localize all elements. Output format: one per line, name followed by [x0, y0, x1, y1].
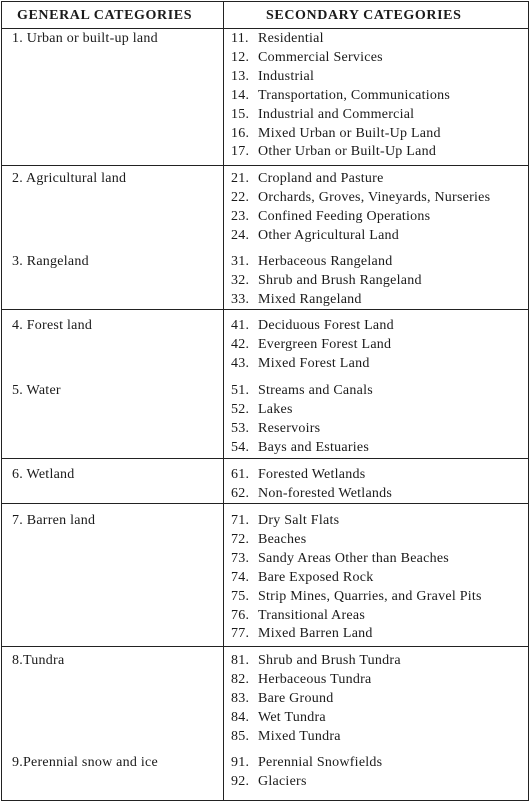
column-divider — [223, 2, 224, 800]
secondary-category-item — [231, 608, 365, 624]
category-label: Industrial and Commercial — [258, 106, 415, 122]
category-code: 72. — [231, 531, 250, 547]
category-label: Industrial — [258, 68, 315, 84]
group-separator — [2, 165, 528, 166]
general-category: 1. Urban or built-up land — [12, 31, 158, 46]
secondary-category-item — [231, 228, 399, 244]
secondary-category-item — [231, 337, 391, 353]
category-code: 15. — [231, 106, 250, 122]
secondary-category-item — [231, 691, 333, 707]
category-label: Strip Mines, Quarries, and Gravel Pits — [258, 588, 482, 604]
category-code: 12. — [231, 49, 250, 65]
secondary-category-item — [231, 171, 384, 187]
secondary-category-item — [231, 551, 449, 567]
category-label: Forested Wetlands — [258, 467, 366, 482]
secondary-category-item — [231, 532, 306, 548]
category-label: Transitional Areas — [258, 607, 366, 623]
category-label: Lakes — [258, 401, 293, 417]
general-category: 8.Tundra — [12, 653, 65, 668]
group-separator — [2, 309, 528, 310]
general-category: 2. Agricultural land — [12, 171, 127, 186]
secondary-category-item — [231, 513, 339, 529]
secondary-category-item — [231, 440, 369, 456]
category-label: Other Agricultural Land — [258, 227, 400, 243]
category-label: Mixed Rangeland — [258, 291, 362, 307]
category-label: Other Urban or Built-Up Land — [258, 144, 437, 160]
header-secondary-categories: SECONDARY CATEGORIES — [266, 8, 462, 23]
secondary-category-item — [231, 273, 422, 289]
secondary-category-item — [231, 88, 450, 104]
secondary-category-item — [231, 626, 373, 642]
category-label: Shrub and Brush Rangeland — [258, 272, 422, 288]
category-code: 77. — [231, 626, 250, 642]
secondary-category-item — [231, 486, 392, 502]
category-code: 11. — [231, 31, 249, 46]
category-code: 62. — [231, 485, 250, 501]
secondary-category-item — [231, 209, 430, 225]
category-label: Streams and Canals — [258, 383, 373, 398]
secondary-category-item — [231, 144, 436, 160]
category-label: Non-forested Wetlands — [258, 485, 393, 501]
secondary-category-item — [231, 50, 383, 66]
category-label: Mixed Urban or Built-Up Land — [258, 125, 441, 141]
category-code: 92. — [231, 773, 250, 789]
general-category: 5. Water — [12, 383, 61, 398]
secondary-category-item — [231, 570, 373, 586]
general-category: 9.Perennial snow and ice — [12, 755, 158, 770]
header-general-categories: GENERAL CATEGORIES — [17, 8, 193, 23]
general-category: 6. Wetland — [12, 467, 75, 482]
category-label: Bare Exposed Rock — [258, 569, 374, 585]
category-label: Mixed Barren Land — [258, 626, 373, 642]
secondary-category-item — [231, 729, 341, 745]
secondary-category-item — [231, 190, 490, 206]
category-label: Transportation, Communications — [258, 87, 451, 103]
category-label: Confined Feeding Operations — [258, 208, 431, 224]
category-code: 33. — [231, 291, 250, 307]
category-code: 85. — [231, 728, 250, 744]
category-table — [1, 1, 529, 801]
category-code: 81. — [231, 653, 250, 668]
secondary-category-item — [231, 292, 362, 308]
category-code: 76. — [231, 607, 250, 623]
category-label: Evergreen Forest Land — [258, 336, 392, 352]
category-code: 31. — [231, 254, 250, 269]
category-code: 83. — [231, 690, 250, 706]
category-code: 53. — [231, 420, 250, 436]
category-label: Herbaceous Tundra — [258, 671, 372, 687]
secondary-category-item — [231, 318, 394, 334]
category-label: Dry Salt Flats — [258, 513, 340, 528]
category-code: 13. — [231, 68, 250, 84]
category-label: Reservoirs — [258, 420, 321, 436]
category-label: Bare Ground — [258, 690, 334, 706]
secondary-category-item — [231, 672, 372, 688]
secondary-category-item — [231, 774, 307, 790]
category-code: 16. — [231, 125, 250, 141]
category-code: 14. — [231, 87, 250, 103]
secondary-category-item — [231, 107, 414, 123]
category-code: 43. — [231, 355, 250, 371]
category-code: 84. — [231, 709, 250, 725]
secondary-category-item — [231, 126, 441, 142]
category-label: Sandy Areas Other than Beaches — [258, 550, 449, 566]
category-code: 24. — [231, 227, 250, 243]
category-code: 54. — [231, 439, 250, 455]
category-code: 32. — [231, 272, 250, 288]
category-label: Mixed Forest Land — [258, 355, 370, 371]
category-label: Wet Tundra — [258, 709, 326, 725]
category-code: 51. — [231, 383, 250, 398]
group-separator — [2, 646, 528, 647]
secondary-category-item — [231, 421, 320, 437]
category-code: 23. — [231, 208, 250, 224]
category-label: Mixed Tundra — [258, 728, 341, 744]
secondary-category-item — [231, 467, 365, 483]
category-code: 82. — [231, 671, 250, 687]
category-code: 41. — [231, 318, 250, 333]
category-code: 52. — [231, 401, 250, 417]
secondary-category-item — [231, 356, 370, 372]
category-label: Shrub and Brush Tundra — [258, 653, 401, 668]
category-label: Residential — [258, 31, 324, 46]
general-category: 4. Forest land — [12, 318, 93, 333]
secondary-category-item — [231, 710, 326, 726]
secondary-category-item — [231, 383, 373, 399]
secondary-category-item — [231, 69, 314, 85]
category-label: Commercial Services — [258, 49, 383, 65]
category-code: 61. — [231, 467, 250, 482]
secondary-category-item — [231, 653, 401, 669]
category-label: Bays and Estuaries — [258, 439, 370, 455]
secondary-category-item — [231, 254, 392, 270]
secondary-category-item — [231, 755, 382, 771]
header-rule — [2, 28, 528, 29]
secondary-category-item — [231, 589, 482, 605]
category-code: 75. — [231, 588, 250, 604]
category-code: 21. — [231, 171, 250, 186]
category-label: Herbaceous Rangeland — [258, 254, 393, 269]
category-code: 17. — [231, 144, 250, 160]
category-code: 73. — [231, 550, 250, 566]
secondary-category-item — [231, 402, 293, 418]
general-category: 7. Barren land — [12, 513, 96, 528]
category-label: Deciduous Forest Land — [258, 318, 394, 333]
category-label: Cropland and Pasture — [258, 171, 384, 186]
group-separator — [2, 458, 528, 459]
category-code: 71. — [231, 513, 250, 528]
category-label: Perennial Snowfields — [258, 755, 383, 770]
secondary-category-item — [231, 31, 324, 47]
category-code: 91. — [231, 755, 250, 770]
category-label: Orchards, Groves, Vineyards, Nurseries — [258, 189, 491, 205]
category-label: Glaciers — [258, 773, 307, 789]
category-label: Beaches — [258, 531, 307, 547]
category-code: 74. — [231, 569, 250, 585]
category-code: 42. — [231, 336, 250, 352]
group-separator — [2, 503, 528, 504]
general-category: 3. Rangeland — [12, 254, 89, 269]
category-code: 22. — [231, 189, 250, 205]
